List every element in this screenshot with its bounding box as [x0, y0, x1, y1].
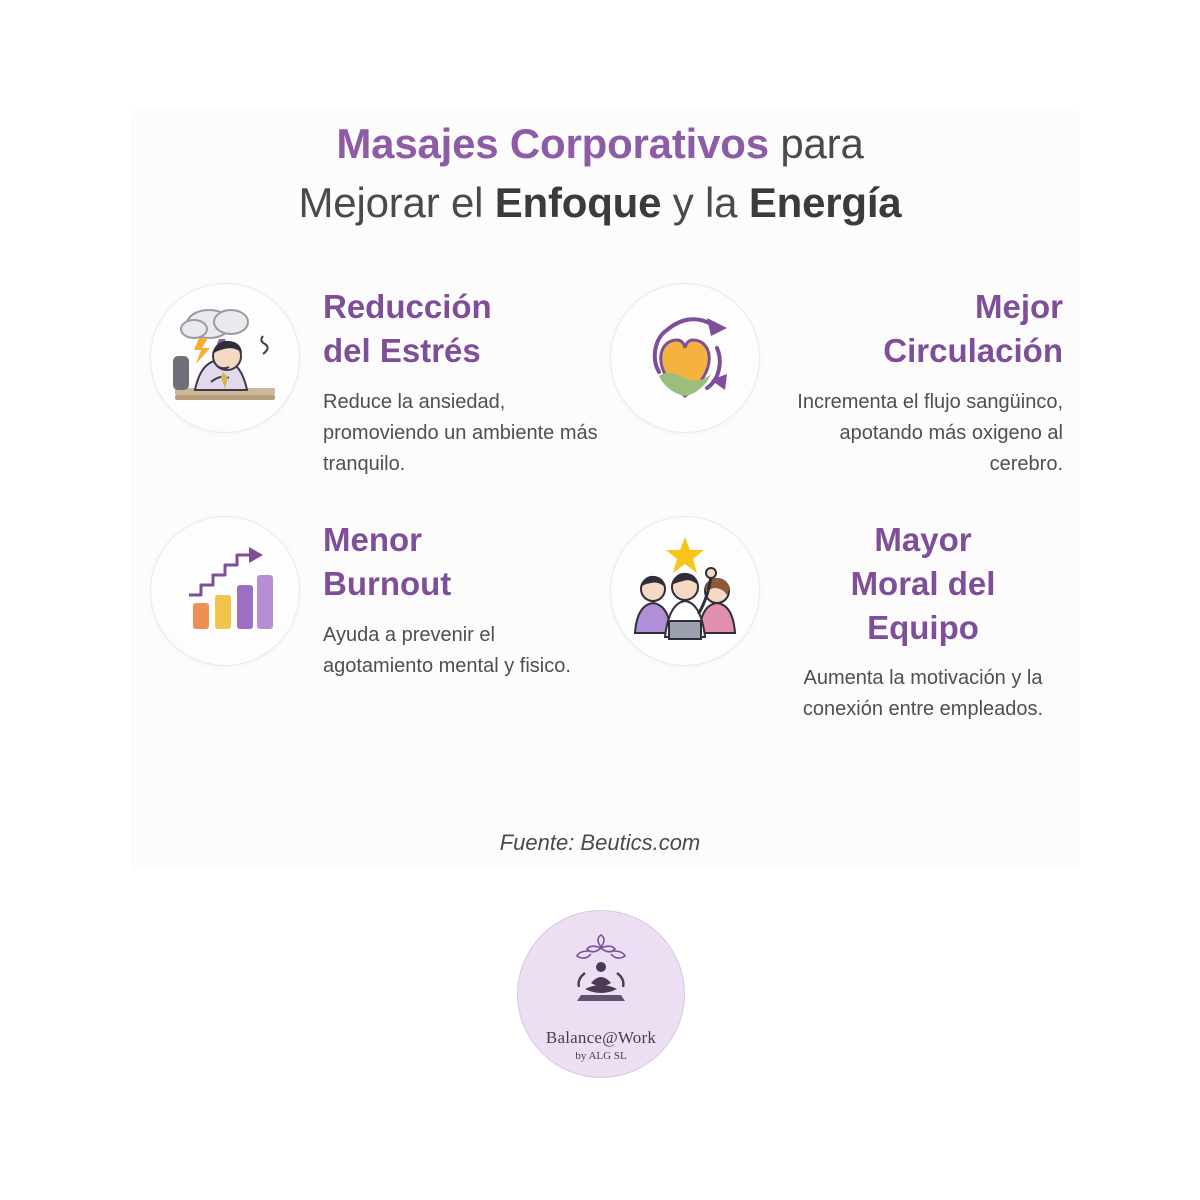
- benefit-title-stress-line2: del Estrés: [323, 331, 481, 369]
- benefit-desc-morale: Aumenta la motivación y la conexión entre empleados.: [802, 667, 1044, 721]
- benefit-desc-stress: Reduce la ansiedad, promoviendo un ambiente más tranquilo.: [323, 390, 598, 475]
- benefit-title-morale-line2: Moral del: [850, 564, 996, 602]
- benefit-desc-circulation: Incrementa el flujo sangüinco, apotando más oxigeno al cerebro.: [797, 390, 1063, 475]
- title-highlight-primary: Masajes Corporativos: [336, 120, 769, 167]
- source-credit: Fuente: Beutics.com: [499, 830, 701, 855]
- benefits-row-2: [150, 508, 1070, 726]
- title-bold-enfoque: Enfoque: [494, 178, 662, 226]
- benefit-icon-wrap-morale: [610, 508, 765, 726]
- benefit-title-burnout: [323, 518, 603, 606]
- title-line-1-rest: para: [768, 120, 864, 167]
- benefits-grid: [150, 275, 1070, 725]
- benefit-title-circulation-line2: Circulación: [883, 331, 1063, 369]
- bar-chart-growth-icon: [150, 516, 300, 666]
- benefit-title-burnout-line1: Menor: [323, 520, 422, 558]
- lotus-meditation-icon: [555, 927, 647, 1024]
- benefit-text-burnout: [305, 508, 603, 726]
- benefit-title-stress: [323, 285, 603, 373]
- heart-circulation-icon: [610, 283, 760, 433]
- logo-subtitle: by ALG SL: [575, 1050, 627, 1062]
- benefit-card-stress: [150, 275, 610, 480]
- title-line-2-mid: y la: [661, 178, 749, 226]
- benefit-icon-wrap-burnout: [150, 508, 305, 726]
- title-line-2: [0, 177, 1200, 230]
- benefit-text-morale: [765, 508, 1063, 726]
- benefit-title-stress-line1: Reducción: [323, 288, 492, 325]
- benefit-title-morale-line3: Equipo: [867, 608, 979, 646]
- benefit-title-circulation-line1: Mejor: [974, 288, 1063, 325]
- benefit-text-stress: [305, 275, 603, 480]
- title-bold-energia: Energía: [748, 178, 902, 226]
- benefit-title-morale: [783, 518, 1063, 650]
- title-line-1: [0, 118, 1200, 171]
- benefits-row-1: [150, 275, 1070, 480]
- page-title: [0, 118, 1200, 229]
- brand-logo: [517, 910, 685, 1078]
- benefit-title-burnout-line2: Burnout: [323, 564, 452, 602]
- benefit-title-morale-line1: Mayor: [874, 520, 972, 558]
- benefit-icon-wrap-circulation: [610, 275, 765, 480]
- title-line-2-pre: Mejorar el: [298, 178, 495, 226]
- team-celebration-icon: [610, 516, 760, 666]
- benefit-text-circulation: [765, 275, 1063, 480]
- logo-name: Balance@Work: [545, 1028, 657, 1047]
- benefit-title-circulation: [783, 285, 1063, 373]
- benefit-card-burnout: [150, 508, 610, 726]
- benefit-icon-wrap-stress: [150, 275, 305, 480]
- benefit-desc-burnout: Ayuda a prevenir el agotamiento mental y fisico.: [323, 623, 571, 677]
- benefit-card-circulation: [610, 275, 1070, 480]
- benefit-card-morale: [610, 508, 1070, 726]
- stressed-worker-icon: [150, 283, 300, 433]
